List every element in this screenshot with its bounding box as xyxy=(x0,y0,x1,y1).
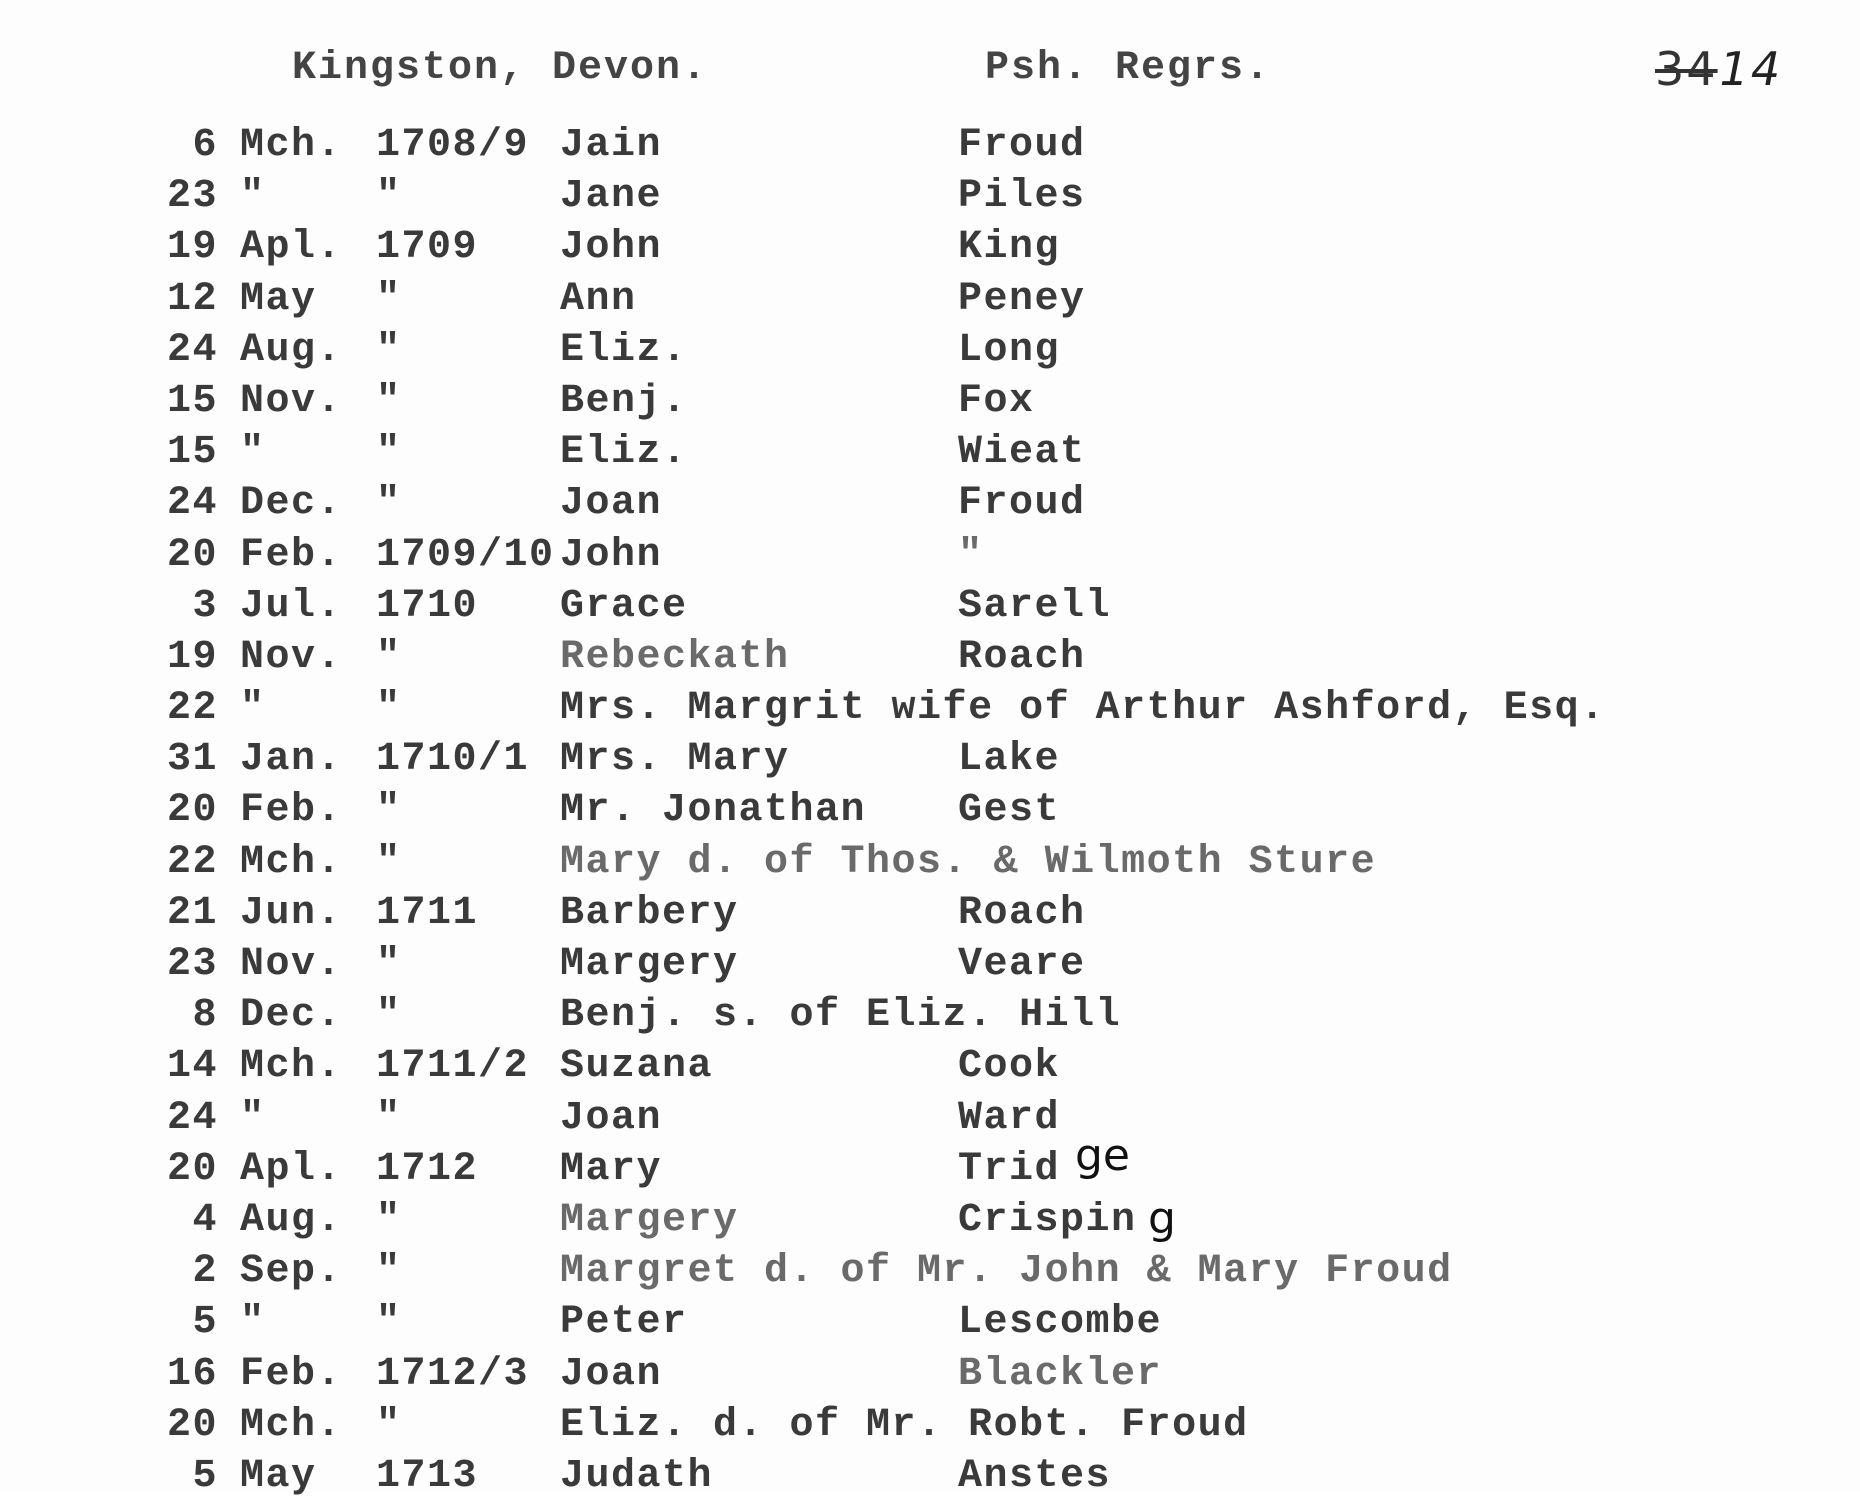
entry-day: 15 xyxy=(166,378,218,424)
entry-year: 1709/10 xyxy=(376,532,555,578)
handwritten-correction: ge xyxy=(1075,1129,1130,1181)
entry-month: " xyxy=(240,1095,266,1141)
entry-surname: Veare xyxy=(958,942,1086,987)
entry-day: 8 xyxy=(192,993,218,1039)
entry-month: Apl. xyxy=(240,225,343,271)
entry-name: Rebeckath xyxy=(560,634,790,680)
entry-year: " xyxy=(376,993,402,1039)
entry-surname: Piles xyxy=(958,174,1086,220)
entry-day: 12 xyxy=(166,276,218,322)
register-entry xyxy=(0,325,1860,376)
entry-month: Mch. xyxy=(240,1402,343,1448)
register-entry xyxy=(0,1400,1860,1451)
entry-day: 23 xyxy=(166,942,218,987)
entry-year: " xyxy=(376,634,402,680)
entry-surname: Sarell xyxy=(958,583,1112,629)
entry-day: 3 xyxy=(192,583,218,629)
entry-month: Dec. xyxy=(240,481,343,527)
entry-surname: Fox xyxy=(958,378,1035,424)
entry-year: " xyxy=(376,430,402,476)
entry-surname: Lescombe xyxy=(958,1300,1163,1346)
entry-day: 19 xyxy=(166,634,218,680)
register-entry xyxy=(0,939,1860,990)
entry-name: John xyxy=(560,225,663,271)
entry-month: Dec. xyxy=(240,993,343,1039)
entry-month: Feb. xyxy=(240,532,343,578)
entry-name: Joan xyxy=(560,1351,663,1397)
entry-day: 24 xyxy=(166,327,218,373)
register-entry xyxy=(0,274,1860,325)
entry-name: Eliz. xyxy=(560,327,688,373)
entry-surname: Wieat xyxy=(958,430,1086,476)
register-title: Psh. Regrs. xyxy=(985,46,1272,91)
entry-year: " xyxy=(376,276,402,322)
register-entry xyxy=(0,683,1860,734)
register-entries xyxy=(0,120,1860,1502)
entry-day: 24 xyxy=(166,481,218,527)
entry-month: Jul. xyxy=(240,583,343,629)
entry-month: Jan. xyxy=(240,737,343,783)
entry-surname: Long xyxy=(958,327,1061,373)
entry-month: Aug. xyxy=(240,1197,343,1243)
entry-name: Judath xyxy=(560,1453,714,1499)
entry-name: Joan xyxy=(560,1095,663,1141)
entry-name: Jain xyxy=(560,123,663,168)
register-entry xyxy=(0,1349,1860,1400)
entry-month: " xyxy=(240,430,266,476)
entry-name: Margret d. of Mr. John & Mary Froud xyxy=(560,1249,1453,1295)
parish-place: Kingston, Devon. xyxy=(292,46,709,91)
entry-surname: Anstes xyxy=(958,1453,1112,1499)
entry-surname: Blackler xyxy=(958,1351,1163,1397)
entry-surname: Froud xyxy=(958,123,1086,168)
register-entry xyxy=(0,222,1860,273)
entry-day: 20 xyxy=(166,532,218,578)
handwritten-page-number: 14 xyxy=(1719,42,1783,96)
entry-day: 5 xyxy=(192,1300,218,1346)
entry-name: Suzana xyxy=(560,1044,714,1090)
entry-month: Mch. xyxy=(240,1044,343,1090)
entry-day: 4 xyxy=(192,1197,218,1243)
entry-day: 15 xyxy=(166,430,218,476)
entry-year: 1708/9 xyxy=(376,123,530,168)
register-entry xyxy=(0,1246,1860,1297)
entry-month: Feb. xyxy=(240,1351,343,1397)
entry-name: Jane xyxy=(560,174,663,220)
entry-year: " xyxy=(376,481,402,527)
register-entry xyxy=(0,837,1860,888)
register-entry xyxy=(0,581,1860,632)
entry-year: " xyxy=(376,1095,402,1141)
entry-year: 1711 xyxy=(376,890,479,936)
entry-month: Nov. xyxy=(240,942,343,987)
entry-month: Mch. xyxy=(240,123,343,168)
entry-month: " xyxy=(240,1300,266,1346)
register-entry xyxy=(0,1451,1860,1502)
entry-name: Joan xyxy=(560,481,663,527)
entry-name: Mary d. of Thos. & Wilmoth Sture xyxy=(560,839,1377,885)
entry-surname: " xyxy=(958,532,984,578)
page-header xyxy=(0,42,1860,106)
register-entry xyxy=(0,1297,1860,1348)
entry-year: 1713 xyxy=(376,1453,479,1499)
entry-year: 1710/1 xyxy=(376,737,530,783)
register-entry xyxy=(0,632,1860,683)
entry-month: May xyxy=(240,1453,317,1499)
entry-month: Apl. xyxy=(240,1146,343,1192)
entry-name: Benj. xyxy=(560,378,688,424)
entry-day: 22 xyxy=(166,686,218,732)
entry-day: 22 xyxy=(166,839,218,885)
entry-year: " xyxy=(376,1249,402,1295)
entry-month: " xyxy=(240,686,266,732)
entry-name: Benj. s. of Eliz. Hill xyxy=(560,993,1122,1039)
entry-year: " xyxy=(376,327,402,373)
register-entry xyxy=(0,785,1860,836)
entry-month: " xyxy=(240,174,266,220)
entry-day: 21 xyxy=(166,890,218,936)
entry-day: 20 xyxy=(166,1402,218,1448)
entry-year: " xyxy=(376,839,402,885)
entry-year: 1712 xyxy=(376,1146,479,1192)
entry-month: Aug. xyxy=(240,327,343,373)
entry-year: " xyxy=(376,1300,402,1346)
register-entry xyxy=(0,990,1860,1041)
register-entry xyxy=(0,1129,1860,1195)
entry-surname: Roach xyxy=(958,890,1086,936)
entry-name: Mary xyxy=(560,1146,663,1192)
page-number xyxy=(1655,42,1782,96)
entry-year: " xyxy=(376,1402,402,1448)
register-entry xyxy=(0,376,1860,427)
entry-day: 24 xyxy=(166,1095,218,1141)
register-entry xyxy=(0,530,1860,581)
entry-surname: Trid xyxy=(958,1146,1061,1192)
entry-surname: Froud xyxy=(958,481,1086,527)
entry-year: 1709 xyxy=(376,225,479,271)
register-entry xyxy=(0,171,1860,222)
entry-year: " xyxy=(376,174,402,220)
register-entry xyxy=(0,1192,1860,1246)
struck-page-number: 34 xyxy=(1655,42,1718,96)
entry-surname: Peney xyxy=(958,276,1086,322)
entry-name: Barbery xyxy=(560,890,739,936)
entry-year: 1711/2 xyxy=(376,1044,530,1090)
entry-surname: King xyxy=(958,225,1061,271)
entry-day: 5 xyxy=(192,1453,218,1499)
entry-year: 1712/3 xyxy=(376,1351,530,1397)
entry-name: Margery xyxy=(560,1197,739,1243)
entry-year: " xyxy=(376,378,402,424)
entry-day: 20 xyxy=(166,1146,218,1192)
entry-day: 6 xyxy=(192,123,218,168)
entry-name: Mrs. Mary xyxy=(560,737,790,783)
entry-name: Ann xyxy=(560,276,637,322)
entry-surname: Cook xyxy=(958,1044,1061,1090)
entry-day: 2 xyxy=(192,1249,218,1295)
entry-year: " xyxy=(376,686,402,732)
entry-surname: Ward xyxy=(958,1095,1061,1141)
entry-month: Feb. xyxy=(240,788,343,834)
entry-surname: Roach xyxy=(958,634,1086,680)
entry-day: 20 xyxy=(166,788,218,834)
entry-year: " xyxy=(376,1197,402,1243)
entry-year: " xyxy=(376,942,402,987)
entry-surname: Gest xyxy=(958,788,1061,834)
entry-name: Grace xyxy=(560,583,688,629)
entry-month: May xyxy=(240,276,317,322)
register-entry xyxy=(0,478,1860,529)
entry-month: Nov. xyxy=(240,634,343,680)
entry-name: Eliz. d. of Mr. Robt. Froud xyxy=(560,1402,1249,1448)
entry-day: 19 xyxy=(166,225,218,271)
entry-name: Mr. Jonathan xyxy=(560,788,867,834)
entry-surname: Crispin xyxy=(958,1197,1137,1243)
register-entry xyxy=(0,427,1860,478)
entry-day: 16 xyxy=(166,1351,218,1397)
register-entry xyxy=(0,1041,1860,1092)
entry-month: Sep. xyxy=(240,1249,343,1295)
entry-month: Mch. xyxy=(240,839,343,885)
entry-month: Jun. xyxy=(240,890,343,936)
register-entry xyxy=(0,888,1860,939)
register-entry xyxy=(0,1093,1860,1144)
entry-name: Peter xyxy=(560,1300,688,1346)
handwritten-correction: g xyxy=(1148,1192,1176,1244)
entry-name: John xyxy=(560,532,663,578)
register-entry xyxy=(0,120,1860,171)
entry-month: Nov. xyxy=(240,378,343,424)
entry-year: " xyxy=(376,788,402,834)
entry-name: Mrs. Margrit wife of Arthur Ashford, Esq. xyxy=(560,686,1606,732)
entry-day: 23 xyxy=(166,174,218,220)
entry-name: Eliz. xyxy=(560,430,688,476)
entry-year: 1710 xyxy=(376,583,479,629)
entry-day: 14 xyxy=(166,1044,218,1090)
entry-name: Margery xyxy=(560,942,739,987)
register-entry xyxy=(0,734,1860,785)
entry-surname: Lake xyxy=(958,737,1061,783)
entry-day: 31 xyxy=(166,737,218,783)
